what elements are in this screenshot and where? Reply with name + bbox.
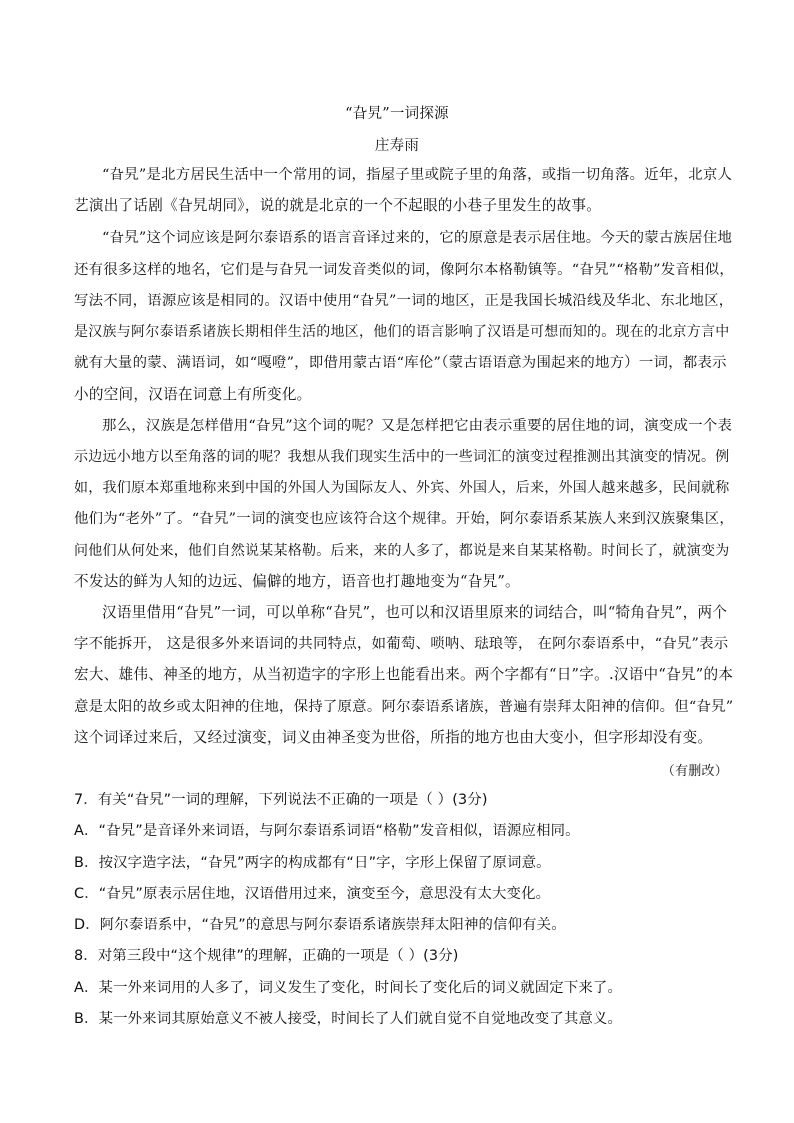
text-line: 宏大、雄伟、神圣的地方，从当初造字的字形上也能看出来。两个字都有“日”字。.汉语中“旮旯”的本 <box>74 666 734 683</box>
question-7-option-b: B．按汉字造字法，“旮旯”两字的构成都有“日”字，字形上保留了原词意。 <box>74 855 551 871</box>
question-7-option-a: A．“旮旯”是音译外来词语，与阿尔泰语系词语“格勒”发音相似，语源应相同。 <box>74 823 580 839</box>
article-author: 庄寿雨 <box>374 138 420 154</box>
text-line: 那么，汉族是怎样借用“旮旯”这个词的呢？又是怎样把它由表示重要的居住地的词，演变成一个表 <box>102 418 733 434</box>
text-line: 是汉族与阿尔泰语系诸族长期相伴生活的地区，他们的语言影响了汉语是可想而知的。现在的北京方言中 <box>74 324 730 340</box>
text-line: 如，我们原本郑重地称来到中国的外国人为国际友人、外宾、外国人，后来，外国人越来越多，民间就称 <box>74 480 730 496</box>
text-line: “旮旯”这个词应该是阿尔泰语系的语言音译过来的，它的原意是表示居住地。今天的蒙古族居住地 <box>102 230 733 246</box>
question-8-option-b: B．某一外来词其原始意义不被人接受，时间长了人们就自觉不自觉地改变了其意义。 <box>74 1011 623 1027</box>
question-7-stem: 7．有关“旮旯”一词的理解，下列说法不正确的一项是（ ）(3分) <box>74 792 488 808</box>
text-line: 还有很多这样的地名，它们是与旮旯一词发音类似的词，像阿尔本格勒镇等。“旮旯”“格勒”发音相似， <box>74 262 734 278</box>
text-line: 字不能拆开， 这是很多外来语词的共同特点，如葡萄、唢呐、琺琅等， 在阿尔泰语系中，“旮旯”表示 <box>74 636 729 652</box>
text-line: 示边远小地方以至角落的词的呢？我想从我们现实生活中的一些词汇的演变过程推测出其演变的情况。例 <box>74 449 730 465</box>
question-8-option-a: A．某一外来词用的人多了，词义发生了变化，时间长了变化后的词义就固定下来了。 <box>74 980 623 996</box>
question-7-option-c: C．“旮旯”原表示居住地，汉语借用过来，演变至今，意思没有太大变化。 <box>74 886 551 902</box>
source-note: （有删改） <box>661 764 728 779</box>
question-7-option-d: D．阿尔泰语系中，“旮旯”的意思与阿尔泰语系诸族崇拜太阳神的信仰有关。 <box>74 917 566 933</box>
text-line: 不发达的鲜为人知的边远、偏僻的地方，语音也打趣地变为“旮旯”。 <box>74 573 520 590</box>
text-line: 问他们从何处来，他们自然说某某格勒。后来，来的人多了，都说是来自某某格勒。时间长了，就演变为 <box>74 543 730 559</box>
text-line: 他们为“老外”了。“旮旯”一词的演变也应该符合这个规律。开始，阿尔泰语系某族人来到汉族聚集区， <box>74 511 734 527</box>
text-line: 小的空间，汉语在词意上有所变化。 <box>74 386 312 403</box>
article-title: “旮旯”一词探源 <box>345 106 449 122</box>
text-line: 这个词译过来后，又经过演变，词义由神圣变为世俗，所指的地方也由大变小，但字形却没有变。 <box>74 729 713 746</box>
question-8-stem: 8．对第三段中“这个规律”的理解，正确的一项是（ ）(3分) <box>74 948 459 964</box>
text-line: 就有大量的蒙、满语词，如“嘎噔”，即借用蒙古语“库伦”（蒙古语语意为围起来的地方）一词，都表示 <box>74 355 727 371</box>
text-line: 汉语里借用“旮旯”一词，可以单称“旮旯”，也可以和汉语里原来的词结合，叫“犄角旮旯”，两个 <box>102 604 728 621</box>
text-line: 艺演出了话剧《旮旯胡同》，说的就是北京的一个不起眼的小巷子里发生的故事。 <box>74 197 602 214</box>
text-line: 写法不同，语源应该是相同的。汉语中使用“旮旯”一词的地区，正是我国长城沿线及华北、东北地区， <box>74 293 734 309</box>
text-line: “旮旯”是北方居民生活中一个常用的词，指屋子里或院子里的角落，或指一切角落。近年，北京人 <box>102 167 733 183</box>
text-line: 意是太阳的故乡或太阳神的住地，保持了原意。阿尔泰语系诸族，普遍有崇拜太阳神的信仰。但“旮旯” <box>74 699 734 715</box>
